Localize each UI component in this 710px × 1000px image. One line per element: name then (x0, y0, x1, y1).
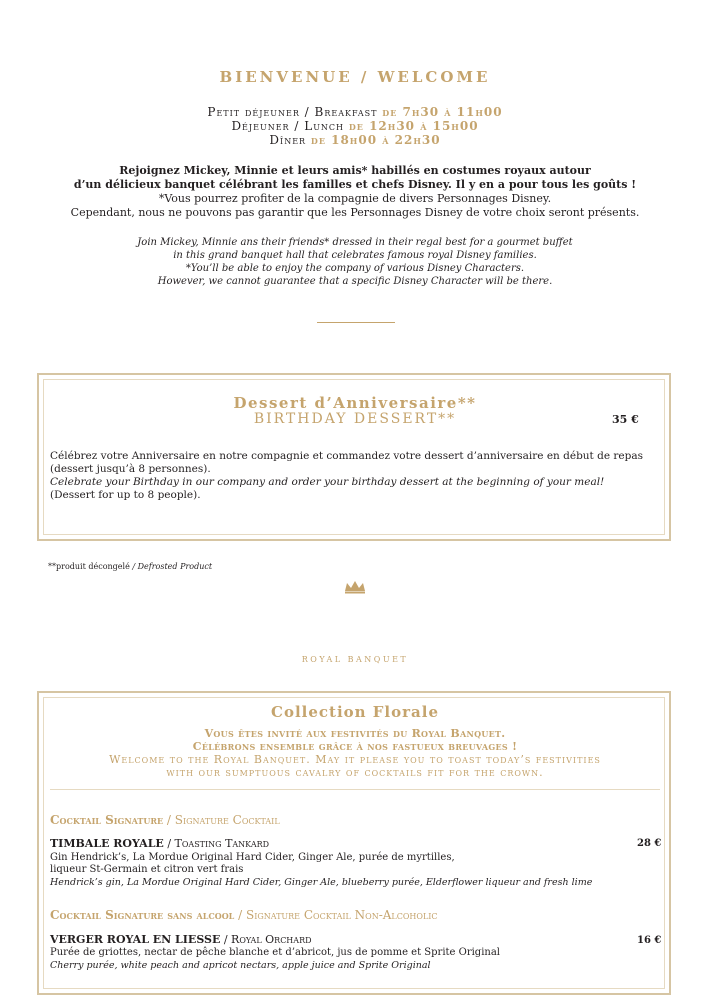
breakfast-time: de 7h30 à 11h00 (382, 105, 503, 119)
category-name-en: / Signature Cocktail (163, 813, 280, 827)
intro-french (0, 164, 710, 220)
category-signature-cocktail-non-alcoholic (50, 908, 438, 922)
collection-intro-fr-line: Célébrons ensemble grâce à nos fastueux breuvages ! (192, 740, 518, 753)
royal-banquet-label: ROYAL BANQUET (301, 655, 409, 664)
category-name-en: / Signature Cocktail Non-Alcoholic (234, 908, 438, 922)
item-description-fr: Purée de griottes, nectar de pêche blanche et d’abricot, jus de pomme et Sprite Original (50, 947, 501, 958)
item-name-fr: TIMBALE ROYALE (50, 837, 164, 850)
item-name-en: / Toasting Tankard (163, 837, 270, 850)
collection-title: Collection Florale (271, 703, 439, 721)
item-description-fr (50, 852, 610, 876)
intro-en-line: *You’ll be able to enjoy the company of various Disney Characters. (185, 263, 525, 274)
section-divider (317, 322, 395, 323)
welcome-title: BIENVENUE / WELCOME (219, 68, 491, 86)
lunch-label: Déjeuner / Lunch (231, 119, 345, 133)
category-name-fr: Cocktail Signature sans alcool (50, 908, 235, 922)
collection-intro-fr (0, 727, 710, 753)
intro-en-line: However, we cannot guarantee that a specific Disney Character will be there. (157, 276, 553, 287)
breakfast-label: Petit déjeuner / Breakfast (207, 105, 378, 119)
category-signature-cocktail (50, 813, 280, 827)
defrosted-footnote (48, 562, 212, 571)
item-price: 16 € (637, 935, 662, 946)
intro-en-line: in this grand banquet hall that celebrates famous royal Disney families. (173, 250, 537, 261)
dinner-hours (0, 133, 710, 147)
dinner-label: Dîner (269, 133, 307, 147)
birthday-title-fr: Dessert d’Anniversaire** (233, 394, 477, 412)
birthday-text-fr: Célébrez votre Anniversaire en notre compagnie et commandez votre dessert d’anniversaire en début de repas (50, 450, 643, 462)
intro-fr-line: d’un délicieux banquet célébrant les familles et chefs Disney. Il y en a pour tous les goûts ! (73, 178, 637, 191)
intro-en-line: Join Mickey, Minnie ans their friends* dressed in their regal best for a gourmet buffet (137, 237, 573, 248)
birthday-text-en-2: (Dessert for up to 8 people). (50, 489, 201, 501)
intro-fr-line: Rejoignez Mickey, Minnie et leurs amis* habillés en costumes royaux autour (119, 164, 591, 177)
birthday-price: 35 € (612, 413, 639, 426)
lunch-time: de 12h30 à 15h00 (348, 119, 479, 133)
crown-icon (343, 579, 367, 598)
category-name-fr: Cocktail Signature (50, 813, 164, 827)
breakfast-hours (0, 105, 710, 119)
item-price: 28 € (637, 838, 662, 849)
item-description-en: Hendrick’s gin, La Mordue Original Hard Cider, Ginger Ale, blueberry purée, Elderflower liqueur and fresh lime (50, 877, 593, 888)
collection-intro-en-line: with our sumptuous cavalry of cocktails fit for the crown. (166, 766, 544, 779)
item-description-en: Cherry purée, white peach and apricot nectars, apple juice and Sprite Original (50, 960, 431, 971)
menu-item-timbale-royale (50, 837, 269, 850)
collection-intro-en-line: Welcome to the Royal Banquet. May it please you to toast today’s festivities (109, 753, 601, 766)
collection-intro-fr-line: Vous êtes invité aux festivités du Royal Banquet. (204, 727, 506, 740)
desc-line: Gin Hendrick’s, La Mordue Original Hard Cider, Ginger Ale, purée de myrtilles, (50, 852, 455, 863)
footnote-fr: **produit décongelé (48, 562, 130, 571)
birthday-description (50, 450, 660, 502)
dinner-time: de 18h00 à 22h30 (310, 133, 441, 147)
menu-item-verger-royal (50, 933, 312, 946)
birthday-text-fr-2: (dessert jusqu’à 8 personnes). (50, 463, 211, 475)
birthday-text-en: Celebrate your Birthday in our company and order your birthday dessert at the beginning of your meal! (50, 476, 605, 488)
intro-fr-note-line: *Vous pourrez profiter de la compagnie de divers Personnages Disney. (158, 192, 552, 205)
intro-fr-note-line: Cependant, nous ne pouvons pas garantir que les Personnages Disney de votre choix seront présents. (70, 206, 640, 219)
desc-line: liqueur St-Germain et citron vert frais (50, 864, 244, 875)
collection-divider (50, 789, 660, 790)
lunch-hours (0, 119, 710, 133)
birthday-title-en: BIRTHDAY DESSERT** (253, 411, 457, 427)
intro-english (0, 236, 710, 288)
collection-intro-en (0, 753, 710, 779)
item-name-fr: VERGER ROYAL EN LIESSE (50, 933, 221, 946)
item-name-en: / Royal Orchard (220, 933, 312, 946)
footnote-en: / Defrosted Product (129, 562, 213, 571)
